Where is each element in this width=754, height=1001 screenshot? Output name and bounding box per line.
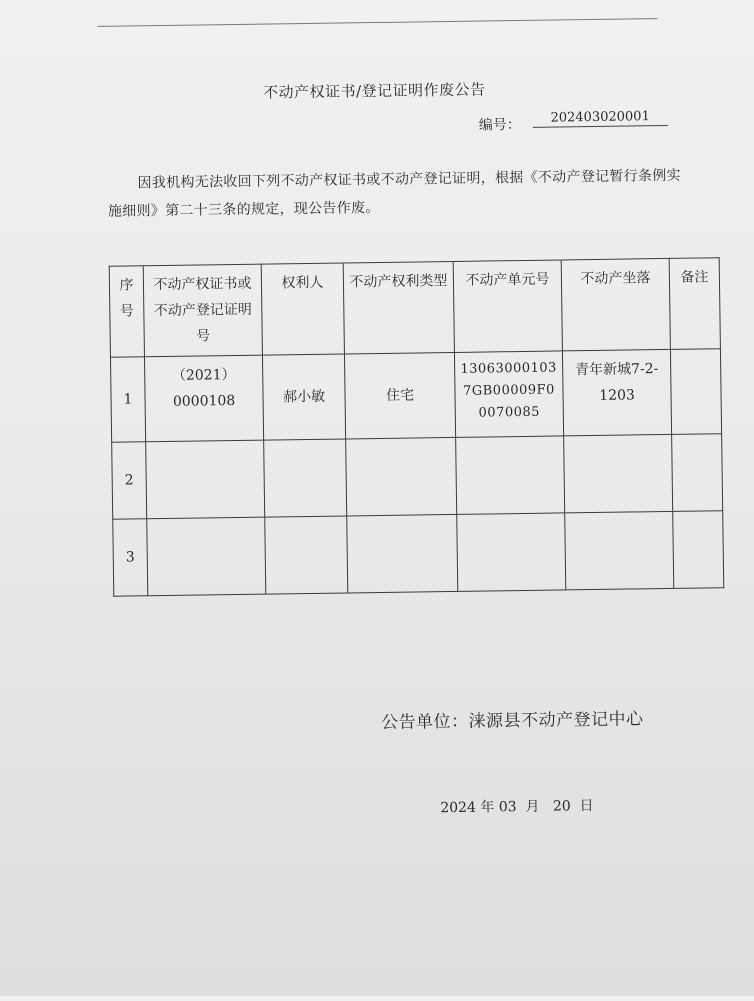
- cell-unit-number: [457, 513, 566, 592]
- table-header-row: [109, 258, 720, 358]
- cell-seq: 1: [110, 357, 145, 442]
- table-row: [112, 434, 723, 520]
- top-rule: [97, 18, 657, 27]
- header-remarks: 备注: [669, 258, 720, 350]
- certificate-table: [109, 257, 725, 596]
- cell-location: [565, 511, 674, 590]
- cell-cert-number: [146, 440, 265, 519]
- header-holder: 权利人: [261, 263, 344, 355]
- cell-holder: [265, 516, 348, 594]
- cell-location: [564, 434, 673, 513]
- cell-holder: [264, 439, 347, 517]
- cell-right-type: 住宅: [344, 352, 455, 439]
- cell-remarks: [670, 349, 721, 435]
- cell-remarks: [673, 511, 724, 589]
- cell-holder: 郝小敏: [262, 354, 345, 440]
- header-right-type: 不动产权利类型: [343, 261, 454, 354]
- header-cert-number: 不动产权证书或不动产登记证明号: [143, 264, 262, 357]
- announcing-unit: 公告单位：涞源县不动产登记中心: [380, 709, 644, 734]
- cell-right-type: [347, 514, 458, 593]
- header-location: 不动产坐落: [561, 258, 670, 350]
- header-seq: 序号: [109, 266, 144, 357]
- intro-paragraph: 因我机构无法收回下列不动产权证书或不动产登记证明，根据《不动产登记暂行条例实施细则》第二十三条的规定，现公告作废。: [107, 167, 682, 220]
- cell-cert-number: （2021）0000108: [144, 355, 263, 442]
- serial-number-value: 202403020001: [533, 109, 668, 128]
- cell-remarks: [672, 434, 723, 512]
- serial-number-label: 编号：: [478, 116, 521, 134]
- header-unit-number: 不动产单元号: [453, 260, 562, 352]
- cell-seq: 3: [113, 519, 148, 596]
- cell-unit-number: 130630001037GB00009F00070085: [454, 351, 563, 437]
- announcement-date: 2024 年 03 月 20 日: [440, 798, 594, 817]
- table-row: [113, 511, 724, 597]
- cell-right-type: [346, 437, 457, 516]
- table-row: [110, 349, 721, 443]
- cell-location: 青年新城7-2-1203: [562, 349, 671, 435]
- cell-seq: 2: [112, 442, 147, 519]
- cell-unit-number: [456, 436, 565, 515]
- document-title: 不动产权证书/登记证明作废公告: [262, 80, 486, 102]
- cell-cert-number: [147, 517, 266, 596]
